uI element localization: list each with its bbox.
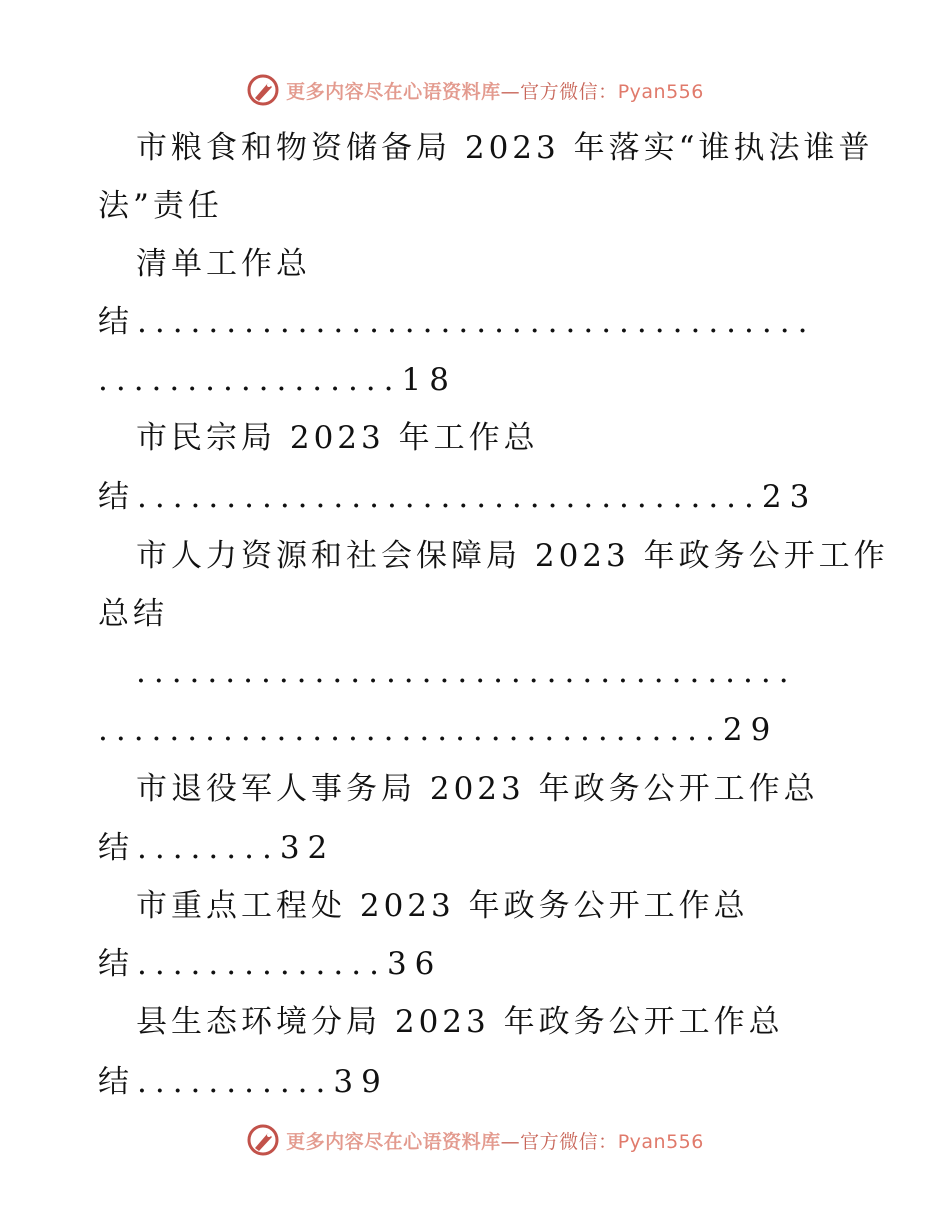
header-banner [0, 70, 950, 110]
toc-entry-1-line1: 市粮食和物资储备局 2023 年落实“谁执法谁普 [136, 130, 874, 166]
toc-entry-1-line2: 法”责任 [98, 188, 223, 224]
toc-entry-6-page: 结...........39 [98, 1064, 389, 1100]
banner-text-wechat-id: Pyan556 [617, 1130, 704, 1153]
toc-entry-3-line3: ..................................... [136, 654, 797, 690]
toc-entry-6-line1: 县生态环境分局 2023 年政务公开工作总 [136, 1004, 784, 1040]
banner-text-site: 更多内容尽在心语资料库 [286, 1130, 501, 1153]
toc-entry-3-page: ...................................29 [98, 712, 779, 748]
toc-entry-4-page: 结........32 [98, 830, 336, 866]
toc-entry-2-line1: 市民宗局 2023 年工作总 [136, 420, 539, 456]
toc-entry-5-line1: 市重点工程处 2023 年政务公开工作总 [136, 888, 749, 924]
pen-logo-icon [246, 73, 280, 107]
banner-text-site: 更多内容尽在心语资料库 [286, 80, 501, 103]
toc-entry-1-line4: 结...................................... [98, 304, 816, 340]
toc-entry-1-page: .................18 [98, 362, 457, 398]
toc-entry-1-line3: 清单工作总 [136, 246, 311, 282]
banner-text-wechat-label: —官方微信： [500, 1130, 618, 1153]
toc-entry-2-page: 结...................................23 [98, 479, 818, 515]
footer-banner [0, 1120, 950, 1160]
banner-text-wechat-label: —官方微信： [500, 80, 618, 103]
toc-entry-5-page: 结..............36 [98, 946, 443, 982]
banner-text [286, 77, 704, 104]
banner-text-wechat-id: Pyan556 [617, 80, 704, 103]
toc-entry-3-line1: 市人力资源和社会保障局 2023 年政务公开工作 [136, 538, 889, 574]
pen-logo-icon [246, 1123, 280, 1157]
toc-entry-3-line2: 总结 [98, 596, 168, 632]
toc-entry-4-line1: 市退役军人事务局 2023 年政务公开工作总 [136, 771, 819, 807]
banner-text [286, 1127, 704, 1154]
